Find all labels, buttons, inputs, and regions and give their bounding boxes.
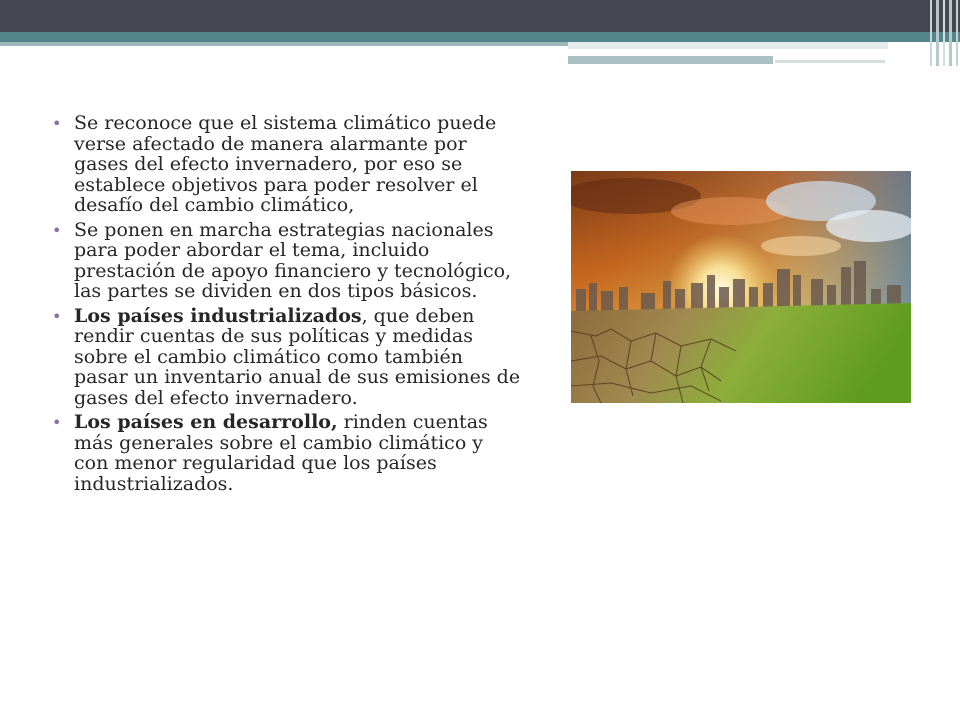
bullet-text: Se reconoce que el sistema climático puede verse afectado de manera alarmante por gases del efecto invernadero, por eso se establece objetivos para poder resolver el desafío del cambio climático, [74,112,497,216]
climate-change-photo [571,171,911,403]
bullet-icon: • [52,413,62,432]
slide-body [52,113,522,498]
bullet-list [52,113,522,494]
bullet-icon: • [52,220,62,240]
header-accent-strip [568,42,888,49]
bullet-item [52,412,522,494]
header-band-dark [0,0,960,32]
bullet-bold-text: Los países en desarrollo, [74,411,338,433]
bullet-icon: • [52,114,62,133]
bullet-item [52,220,522,302]
header-accent-strip [568,56,773,64]
bullet-item [52,306,522,409]
bullet-text: rinden cuentas más generales sobre el cambio climático y con menor regularidad que los países industrializados. [74,411,488,495]
bullet-text: , que deben rendir cuentas de sus políticas y medidas sobre el cambio climático como también pasar un inventario anual de sus emisiones de gases del efecto invernadero. [74,304,521,409]
header-accent-strip [0,42,568,46]
bullet-icon: • [52,306,62,326]
bullet-text: Se ponen en marcha estrategias nacionales para poder abordar el tema, incluido prestación de apoyo financiero y tecnológico, las partes se dividen en dos tipos básicos. [74,218,512,302]
header-decor-lines [928,0,960,66]
bullet-item [52,113,522,216]
header-band-teal [0,32,960,42]
bullet-bold-text: Los países industrializados [74,304,362,327]
header-accent-strip [775,60,885,63]
